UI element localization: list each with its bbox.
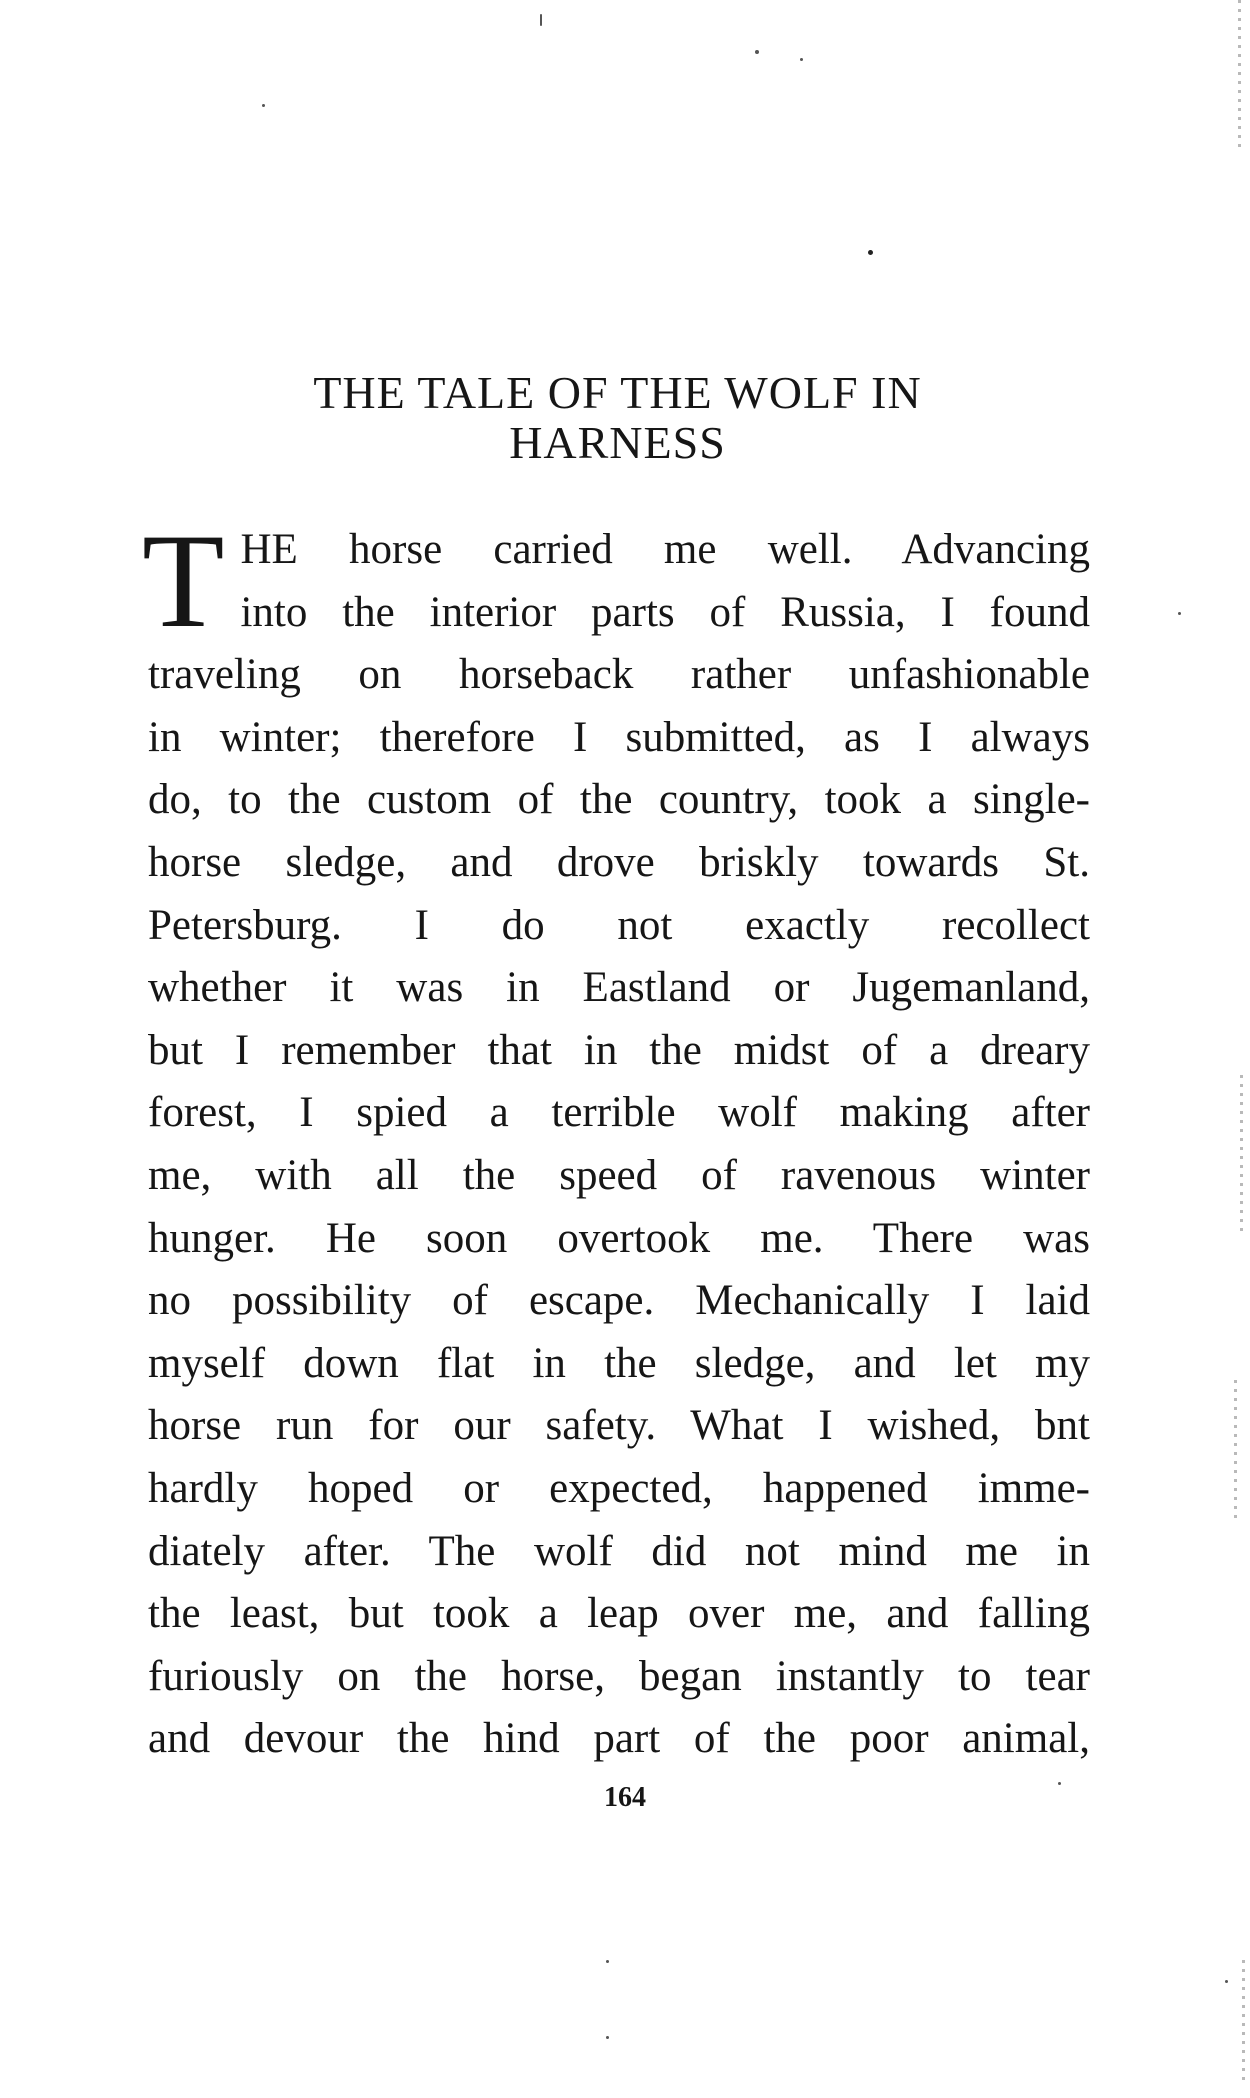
scan-speck (262, 104, 265, 107)
scan-speck (1178, 612, 1181, 615)
text-line: furiously on the horse, began instantly to tear (148, 1652, 1090, 1700)
text-line: diately after. The wolf did not mind me in (148, 1527, 1090, 1575)
text-line: and devour the hind part of the poor animal, (148, 1715, 1090, 1763)
scan-speck (606, 1960, 609, 1963)
scan-edge-artifact (1240, 1075, 1243, 1235)
scan-edge-artifact (1238, 0, 1241, 150)
text-line: myself down flat in the sledge, and let my (148, 1339, 1090, 1387)
drop-cap: T (142, 507, 225, 656)
text-line: horse sledge, and drove briskly towards St. (148, 838, 1090, 886)
text-line: forest, I spied a terrible wolf making after (148, 1089, 1090, 1137)
page-number: 164 (604, 1782, 646, 1813)
scan-speck (606, 2036, 609, 2039)
text-line: but I remember that in the midst of a dreary (148, 1026, 1090, 1074)
chapter-body-text (142, 507, 1090, 1771)
text-line: traveling on horseback rather unfashionable (148, 651, 1090, 699)
text-line: horse run for our safety. What I wished, bnt (148, 1402, 1090, 1450)
text-line: HE horse carried me well. Advancing (240, 526, 1090, 573)
text-line: the least, but took a leap over me, and falling (148, 1590, 1090, 1638)
text-line: in winter; therefore I submitted, as I always (148, 713, 1090, 761)
chapter-title (140, 368, 1095, 468)
text-line: whether it was in Eastland or Jugemanland, (148, 964, 1090, 1012)
text-line: do, to the custom of the country, took a single- (148, 776, 1090, 824)
text-line: into the interior parts of Russia, I found (240, 588, 1090, 636)
text-line: hardly hoped or expected, happened imme- (148, 1464, 1090, 1512)
scan-speck (755, 50, 759, 54)
text-line: me, with all the speed of ravenous winter (148, 1151, 1090, 1199)
scan-speck (868, 250, 873, 255)
text-line: hunger. He soon overtook me. There was (148, 1214, 1090, 1262)
scan-speck (1058, 1782, 1061, 1785)
scan-speck (540, 14, 542, 26)
scan-speck (1225, 1980, 1228, 1983)
chapter-title-line-2: HARNESS (509, 417, 726, 468)
text-line: Petersburg. I do not exactly recollect (148, 901, 1090, 949)
text-line: no possibility of escape. Mechanically I laid (148, 1277, 1090, 1325)
scan-edge-artifact (1242, 1960, 1245, 2080)
chapter-title-line-1: THE TALE OF THE WOLF IN (313, 367, 922, 418)
scan-edge-artifact (1234, 1380, 1237, 1520)
scan-speck (800, 58, 803, 61)
